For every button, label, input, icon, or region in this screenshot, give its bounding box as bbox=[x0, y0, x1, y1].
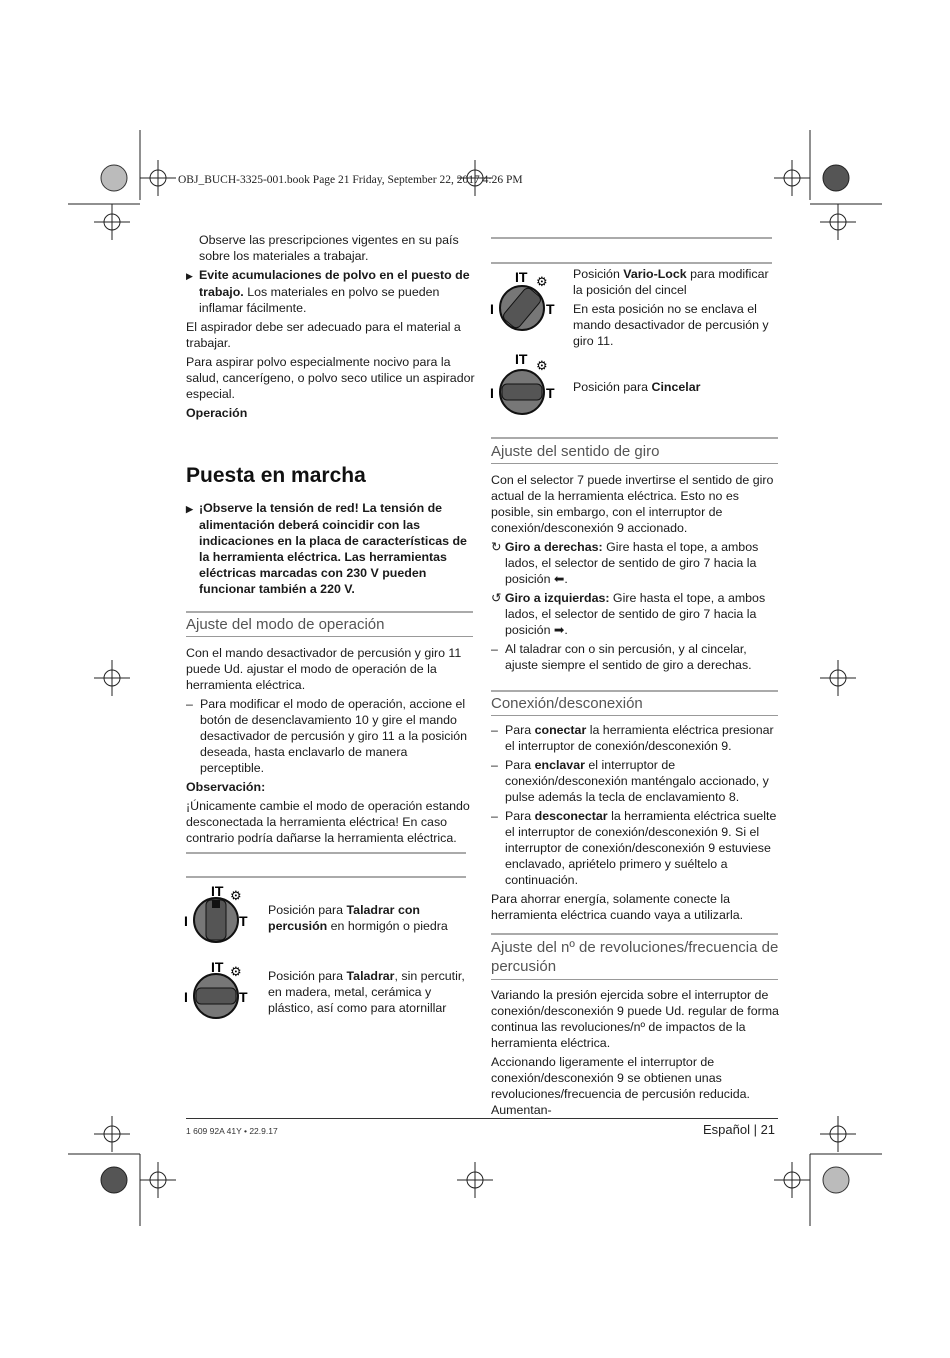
svg-text:T: T bbox=[239, 989, 248, 1005]
paragraph: Para aspirar polvo especialmente nocivo para la salud, cancerígeno, o polvo seco utilice un aspirador especial. bbox=[186, 355, 475, 401]
left-column bbox=[186, 232, 476, 424]
svg-text:⚙: ⚙ bbox=[536, 275, 548, 290]
arrow-right-icon: ➡ bbox=[553, 623, 565, 637]
dial-drill-icon bbox=[184, 956, 254, 1022]
heading-underline bbox=[491, 463, 778, 464]
heading-rule bbox=[491, 437, 778, 439]
dial-chisel-icon bbox=[488, 350, 558, 420]
voltage-warning: ▶ ¡Observe la tensión de red! La tensión de alimentación deberá coincidir con las indicaciones en la placa de características de la herramienta eléctrica. Las herramientas eléctricas marcadas con 230 V pueden funcionar también a 220 V. bbox=[186, 501, 467, 596]
speed-section: Variando la presión ejercida sobre el interruptor de conexión/desconexión 9 puede Ud. regular de forma continua las revoluciones/nº de impactos de la herramienta eléctrica. Accionando ligeramente el interruptor de conexión/desconexión 9 se obtienen unas revoluciones/frecuencia de percusión reducida. Aumentan- bbox=[491, 988, 779, 1117]
paragraph: Observe las prescripciones vigentes en su país sobre los materiales a trabajar. bbox=[199, 233, 459, 263]
footer-code: 1 609 92A 41Y • 22.9.17 bbox=[186, 1126, 278, 1136]
rotate-left-icon: ↺ bbox=[491, 591, 505, 605]
heading-onoff: Conexión/desconexión bbox=[491, 695, 643, 712]
mode-section: Con el mando desactivador de percusión y giro 11 puede Ud. ajustar el modo de operación de la herramienta eléctrica. – Para modificar el modo de operación, accione el botón de desenclavamiento 10 y gire el mando desactivador de percusión y giro 11 a la posición deseada, hasta enclavarlo de manera perceptible. Observación: ¡Únicamente cambie el modo de operación estando desconectada la herramienta eléctrica! En caso contrario podría dañarse la herramienta eléctrica. bbox=[186, 646, 470, 845]
figure-rule bbox=[186, 876, 466, 878]
bullet-triangle-icon: ▶ bbox=[186, 271, 193, 281]
heading-rule bbox=[491, 933, 778, 935]
paragraph-bold: Operación bbox=[186, 406, 248, 420]
print-header: OBJ_BUCH-3325-001.book Page 21 Friday, September 22, 2017 4:26 PM bbox=[178, 174, 523, 186]
svg-text:IT: IT bbox=[515, 269, 528, 285]
heading-underline bbox=[491, 715, 778, 716]
svg-text:⚙: ⚙ bbox=[536, 359, 548, 374]
svg-text:⚙: ⚙ bbox=[230, 965, 242, 980]
svg-text:T: T bbox=[239, 913, 248, 929]
footer-page: Español | 21 bbox=[703, 1122, 776, 1137]
rotate-right-icon: ↻ bbox=[491, 540, 505, 554]
heading-rule bbox=[491, 690, 778, 692]
svg-text:I: I bbox=[184, 913, 188, 929]
svg-text:T: T bbox=[546, 385, 555, 401]
heading-underline bbox=[491, 979, 778, 980]
svg-text:I: I bbox=[490, 385, 494, 401]
svg-text:T: T bbox=[546, 301, 555, 317]
dial-vario-lock-icon bbox=[488, 266, 558, 336]
footer-rule bbox=[186, 1118, 778, 1119]
caption-drill: Posición para Taladrar, sin percutir, en madera, metal, cerámica y plástico, así como para atornillar bbox=[268, 969, 465, 1015]
svg-text:IT: IT bbox=[211, 959, 224, 975]
svg-text:IT: IT bbox=[211, 883, 224, 899]
dial-drill-hammer-icon bbox=[184, 882, 254, 948]
heading-direction: Ajuste del sentido de giro bbox=[491, 443, 660, 460]
heading-underline bbox=[186, 636, 473, 637]
bullet-triangle-icon: ▶ bbox=[186, 504, 193, 514]
paragraph: El aspirador debe ser adecuado para el material a trabajar. bbox=[186, 320, 461, 350]
section-title: Puesta en marcha bbox=[186, 464, 366, 487]
heading-rule bbox=[186, 611, 473, 613]
caption-drill-hammer: Posición para Taladrar con percusión en hormigón o piedra bbox=[268, 903, 448, 933]
svg-text:⚙: ⚙ bbox=[230, 889, 242, 904]
figure-rule bbox=[491, 262, 772, 264]
svg-text:I: I bbox=[490, 301, 494, 317]
arrow-left-icon: ⬅ bbox=[553, 572, 565, 586]
caption-vario-lock: Posición Vario-Lock para modificar la posición del cincel En esta posición no se enclava el mando desactivador de percusión y giro 11. bbox=[573, 267, 769, 348]
svg-text:IT: IT bbox=[515, 351, 528, 367]
heading-speed: Ajuste del nº de revoluciones/frecuencia de percusión bbox=[491, 939, 779, 975]
svg-text:I: I bbox=[184, 989, 188, 1005]
caption-chisel: Posición para Cincelar bbox=[573, 380, 701, 394]
figure-rule bbox=[186, 852, 466, 854]
heading-mode: Ajuste del modo de operación bbox=[186, 616, 385, 633]
figure-rule bbox=[491, 237, 772, 239]
onoff-section: – Para conectar la herramienta eléctrica presionar el interruptor de conexión/desconexión 9. – Para enclavar el interruptor de conexión/desconexión manténgalo accionado, y pulse además la tecla de enclavamiento 8. – Para desconectar la herramienta eléctrica suelte el interruptor de conexión/desconexión 9. Si el interruptor de conexión/desconexión 9 estuviese enclavado, apriételo primero y suéltelo a continuación. Para ahorrar energía, solamente conecte la herramienta eléctrica cuando vaya a utilizarla. bbox=[491, 723, 777, 922]
bullet-dust: ▶ Evite acumulaciones de polvo en el puesto de trabajo. Los materiales en polvo se pueden inflamar fácilmente. bbox=[186, 268, 470, 315]
direction-section: Con el selector 7 puede invertirse el sentido de giro actual de la herramienta eléctrica. Esto no es posible, sin embargo, con el interruptor de conexión/desconexión 9 accionado. ↻ Giro a derechas: Gire hasta el tope, a ambos lados, el selector de sentido de giro 7 hacia la posición ⬅. ↺ Giro a izquierdas: Gire hasta el tope, a ambos lados, el selector de sentido de giro 7 hacia la posición ➡. – Al taladrar con o sin percusión, y al cincelar, ajuste siempre el sentido de giro a derechas. bbox=[491, 473, 774, 672]
